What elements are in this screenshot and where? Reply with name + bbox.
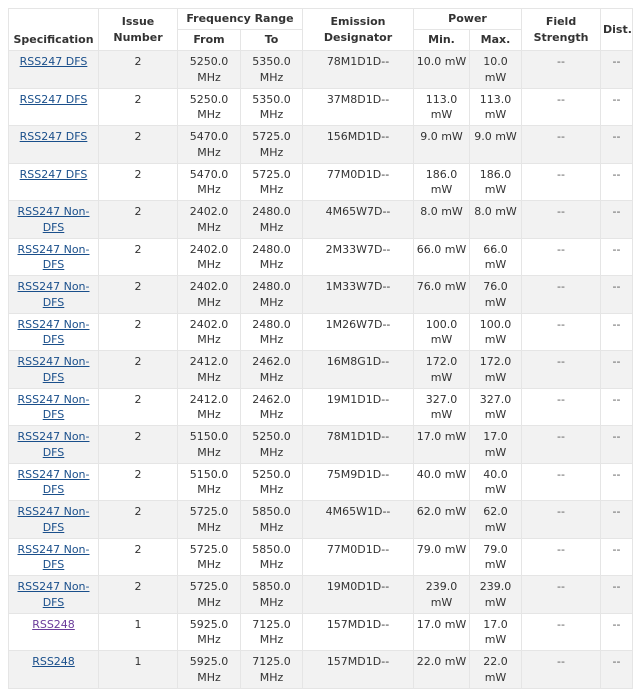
power-max-cell: 22.0 mW bbox=[470, 651, 522, 689]
frequency-to-cell: 5250.0 MHz bbox=[241, 463, 303, 501]
dist-cell: -- bbox=[601, 576, 633, 614]
emission-designator-cell: 37M8D1D-- bbox=[303, 88, 414, 126]
field-strength-cell: -- bbox=[522, 51, 601, 89]
emission-designator-cell: 78M1D1D-- bbox=[303, 51, 414, 89]
issue-number-cell: 2 bbox=[99, 388, 178, 426]
issue-number-cell: 2 bbox=[99, 88, 178, 126]
power-max-cell: 40.0 mW bbox=[470, 463, 522, 501]
field-strength-cell: -- bbox=[522, 501, 601, 539]
dist-cell: -- bbox=[601, 426, 633, 464]
field-strength-cell: -- bbox=[522, 238, 601, 276]
frequency-from-cell: 2402.0 MHz bbox=[178, 201, 241, 239]
specification-cell bbox=[9, 201, 99, 239]
power-min-cell: 9.0 mW bbox=[414, 126, 470, 164]
emission-designator-cell: 156MD1D-- bbox=[303, 126, 414, 164]
specification-cell bbox=[9, 238, 99, 276]
dist-cell: -- bbox=[601, 163, 633, 201]
dist-cell: -- bbox=[601, 538, 633, 576]
field-strength-cell: -- bbox=[522, 163, 601, 201]
field-strength-cell: -- bbox=[522, 88, 601, 126]
frequency-to-cell: 5350.0 MHz bbox=[241, 88, 303, 126]
dist-cell: -- bbox=[601, 351, 633, 389]
field-strength-cell: -- bbox=[522, 388, 601, 426]
issue-number-cell: 2 bbox=[99, 351, 178, 389]
table-row bbox=[9, 388, 633, 426]
field-strength-cell: -- bbox=[522, 313, 601, 351]
issue-number-cell: 2 bbox=[99, 126, 178, 164]
dist-cell: -- bbox=[601, 51, 633, 89]
power-min-cell: 100.0 mW bbox=[414, 313, 470, 351]
table-row bbox=[9, 88, 633, 126]
table-row bbox=[9, 651, 633, 689]
frequency-to-cell: 7125.0 MHz bbox=[241, 613, 303, 651]
specification-link[interactable]: RSS247 DFS bbox=[19, 130, 88, 143]
power-min-cell: 8.0 mW bbox=[414, 201, 470, 239]
emission-designator-cell: 4M65W7D-- bbox=[303, 201, 414, 239]
issue-number-cell: 2 bbox=[99, 576, 178, 614]
header-min[interactable]: Min. bbox=[414, 30, 470, 51]
issue-number-cell: 2 bbox=[99, 463, 178, 501]
issue-number-cell: 1 bbox=[99, 613, 178, 651]
emission-designator-cell: 1M26W7D-- bbox=[303, 313, 414, 351]
frequency-from-cell: 5725.0 MHz bbox=[178, 538, 241, 576]
specification-link[interactable]: RSS247 Non-DFS bbox=[17, 355, 90, 384]
specification-cell bbox=[9, 388, 99, 426]
power-max-cell: 172.0 mW bbox=[470, 351, 522, 389]
equipment-specs-table bbox=[8, 8, 633, 689]
specification-cell bbox=[9, 313, 99, 351]
dist-cell: -- bbox=[601, 238, 633, 276]
issue-number-cell: 2 bbox=[99, 238, 178, 276]
frequency-from-cell: 5150.0 MHz bbox=[178, 463, 241, 501]
issue-number-cell: 2 bbox=[99, 201, 178, 239]
power-max-cell: 186.0 mW bbox=[470, 163, 522, 201]
specification-cell bbox=[9, 613, 99, 651]
issue-number-cell: 2 bbox=[99, 501, 178, 539]
specification-link[interactable]: RSS247 Non-DFS bbox=[17, 317, 90, 346]
table-row bbox=[9, 51, 633, 89]
field-strength-cell: -- bbox=[522, 613, 601, 651]
dist-cell: -- bbox=[601, 651, 633, 689]
frequency-to-cell: 7125.0 MHz bbox=[241, 651, 303, 689]
power-max-cell: 113.0 mW bbox=[470, 88, 522, 126]
issue-number-cell: 2 bbox=[99, 538, 178, 576]
header-max[interactable]: Max. bbox=[470, 30, 522, 51]
power-max-cell: 100.0 mW bbox=[470, 313, 522, 351]
field-strength-cell: -- bbox=[522, 651, 601, 689]
emission-designator-cell: 1M33W7D-- bbox=[303, 276, 414, 314]
frequency-to-cell: 5350.0 MHz bbox=[241, 51, 303, 89]
header-issue-number[interactable]: Issue Number bbox=[99, 9, 178, 51]
specification-link[interactable]: RSS247 Non-DFS bbox=[17, 280, 90, 309]
specification-link[interactable]: RSS247 Non-DFS bbox=[17, 430, 90, 459]
specification-link[interactable]: RSS248 bbox=[32, 617, 75, 631]
frequency-from-cell: 2402.0 MHz bbox=[178, 313, 241, 351]
frequency-to-cell: 2462.0 MHz bbox=[241, 351, 303, 389]
frequency-from-cell: 5470.0 MHz bbox=[178, 163, 241, 201]
power-max-cell: 17.0 mW bbox=[470, 426, 522, 464]
emission-designator-cell: 157MD1D-- bbox=[303, 613, 414, 651]
field-strength-cell: -- bbox=[522, 276, 601, 314]
emission-designator-cell: 78M1D1D-- bbox=[303, 426, 414, 464]
power-min-cell: 22.0 mW bbox=[414, 651, 470, 689]
specification-link[interactable]: RSS247 Non-DFS bbox=[17, 505, 90, 534]
power-max-cell: 10.0 mW bbox=[470, 51, 522, 89]
power-min-cell: 79.0 mW bbox=[414, 538, 470, 576]
frequency-from-cell: 5925.0 MHz bbox=[178, 613, 241, 651]
specification-link[interactable]: RSS247 DFS bbox=[19, 55, 88, 68]
specification-cell bbox=[9, 126, 99, 164]
power-max-cell: 79.0 mW bbox=[470, 538, 522, 576]
field-strength-cell: -- bbox=[522, 426, 601, 464]
power-min-cell: 40.0 mW bbox=[414, 463, 470, 501]
emission-designator-cell: 2M33W7D-- bbox=[303, 238, 414, 276]
specification-link[interactable]: RSS247 Non-DFS bbox=[17, 580, 90, 609]
field-strength-cell: -- bbox=[522, 126, 601, 164]
frequency-to-cell: 5725.0 MHz bbox=[241, 163, 303, 201]
header-power: Power bbox=[414, 9, 522, 30]
frequency-to-cell: 5250.0 MHz bbox=[241, 426, 303, 464]
emission-designator-cell: 75M9D1D-- bbox=[303, 463, 414, 501]
specification-cell bbox=[9, 163, 99, 201]
issue-number-cell: 1 bbox=[99, 651, 178, 689]
power-min-cell: 62.0 mW bbox=[414, 501, 470, 539]
power-min-cell: 327.0 mW bbox=[414, 388, 470, 426]
field-strength-cell: -- bbox=[522, 351, 601, 389]
issue-number-cell: 2 bbox=[99, 51, 178, 89]
power-min-cell: 10.0 mW bbox=[414, 51, 470, 89]
dist-cell: -- bbox=[601, 201, 633, 239]
frequency-to-cell: 2462.0 MHz bbox=[241, 388, 303, 426]
frequency-from-cell: 5150.0 MHz bbox=[178, 426, 241, 464]
table-row bbox=[9, 163, 633, 201]
specification-cell bbox=[9, 501, 99, 539]
power-min-cell: 172.0 mW bbox=[414, 351, 470, 389]
specification-cell bbox=[9, 651, 99, 689]
field-strength-cell: -- bbox=[522, 576, 601, 614]
specification-link[interactable]: RSS247 Non-DFS bbox=[17, 542, 90, 571]
emission-designator-cell: 19M1D1D-- bbox=[303, 388, 414, 426]
frequency-from-cell: 5470.0 MHz bbox=[178, 126, 241, 164]
emission-designator-cell: 19M0D1D-- bbox=[303, 576, 414, 614]
dist-cell: -- bbox=[601, 501, 633, 539]
table-row bbox=[9, 463, 633, 501]
table-row bbox=[9, 313, 633, 351]
issue-number-cell: 2 bbox=[99, 313, 178, 351]
power-min-cell: 239.0 mW bbox=[414, 576, 470, 614]
table-row bbox=[9, 276, 633, 314]
frequency-from-cell: 2412.0 MHz bbox=[178, 388, 241, 426]
header-specification[interactable]: Specification bbox=[9, 9, 99, 51]
power-min-cell: 17.0 mW bbox=[414, 426, 470, 464]
specification-cell bbox=[9, 426, 99, 464]
header-from[interactable]: From bbox=[178, 30, 241, 51]
emission-designator-cell: 77M0D1D-- bbox=[303, 163, 414, 201]
specification-cell bbox=[9, 51, 99, 89]
table-header bbox=[9, 9, 633, 51]
field-strength-cell: -- bbox=[522, 538, 601, 576]
power-max-cell: 66.0 mW bbox=[470, 238, 522, 276]
power-max-cell: 327.0 mW bbox=[470, 388, 522, 426]
dist-cell: -- bbox=[601, 276, 633, 314]
issue-number-cell: 2 bbox=[99, 426, 178, 464]
power-max-cell: 8.0 mW bbox=[470, 201, 522, 239]
frequency-from-cell: 5725.0 MHz bbox=[178, 501, 241, 539]
emission-designator-cell: 16M8G1D-- bbox=[303, 351, 414, 389]
dist-cell: -- bbox=[601, 613, 633, 651]
specification-cell bbox=[9, 276, 99, 314]
emission-designator-cell: 77M0D1D-- bbox=[303, 538, 414, 576]
specification-cell bbox=[9, 576, 99, 614]
specification-link[interactable]: RSS248 bbox=[32, 655, 75, 668]
header-field-strength[interactable]: Field Strength bbox=[522, 9, 601, 51]
header-dist[interactable]: Dist. bbox=[601, 9, 633, 51]
power-min-cell: 113.0 mW bbox=[414, 88, 470, 126]
frequency-to-cell: 2480.0 MHz bbox=[241, 238, 303, 276]
specification-cell bbox=[9, 351, 99, 389]
power-max-cell: 17.0 mW bbox=[470, 613, 522, 651]
power-min-cell: 186.0 mW bbox=[414, 163, 470, 201]
power-max-cell: 239.0 mW bbox=[470, 576, 522, 614]
table-row bbox=[9, 201, 633, 239]
frequency-to-cell: 5850.0 MHz bbox=[241, 538, 303, 576]
power-min-cell: 66.0 mW bbox=[414, 238, 470, 276]
specification-link[interactable]: RSS247 Non-DFS bbox=[17, 242, 90, 271]
frequency-to-cell: 2480.0 MHz bbox=[241, 276, 303, 314]
specification-cell bbox=[9, 463, 99, 501]
table-row bbox=[9, 238, 633, 276]
dist-cell: -- bbox=[601, 88, 633, 126]
header-frequency-range: Frequency Range bbox=[178, 9, 303, 30]
frequency-from-cell: 5925.0 MHz bbox=[178, 651, 241, 689]
frequency-from-cell: 2402.0 MHz bbox=[178, 238, 241, 276]
power-max-cell: 9.0 mW bbox=[470, 126, 522, 164]
frequency-to-cell: 5850.0 MHz bbox=[241, 576, 303, 614]
specification-link[interactable]: RSS247 DFS bbox=[19, 167, 88, 181]
dist-cell: -- bbox=[601, 388, 633, 426]
frequency-to-cell: 2480.0 MHz bbox=[241, 201, 303, 239]
specification-link[interactable]: RSS247 Non-DFS bbox=[17, 205, 90, 234]
issue-number-cell: 2 bbox=[99, 276, 178, 314]
power-max-cell: 62.0 mW bbox=[470, 501, 522, 539]
dist-cell: -- bbox=[601, 126, 633, 164]
specification-link[interactable]: RSS247 Non-DFS bbox=[17, 392, 90, 421]
emission-designator-cell: 4M65W1D-- bbox=[303, 501, 414, 539]
field-strength-cell: -- bbox=[522, 463, 601, 501]
frequency-from-cell: 5250.0 MHz bbox=[178, 88, 241, 126]
table-row bbox=[9, 351, 633, 389]
issue-number-cell: 2 bbox=[99, 163, 178, 201]
table-row bbox=[9, 126, 633, 164]
frequency-from-cell: 2402.0 MHz bbox=[178, 276, 241, 314]
frequency-from-cell: 5725.0 MHz bbox=[178, 576, 241, 614]
frequency-to-cell: 2480.0 MHz bbox=[241, 313, 303, 351]
dist-cell: -- bbox=[601, 463, 633, 501]
frequency-from-cell: 5250.0 MHz bbox=[178, 51, 241, 89]
power-min-cell: 76.0 mW bbox=[414, 276, 470, 314]
table-body bbox=[9, 51, 633, 689]
table-row bbox=[9, 426, 633, 464]
table-row bbox=[9, 501, 633, 539]
dist-cell: -- bbox=[601, 313, 633, 351]
frequency-to-cell: 5725.0 MHz bbox=[241, 126, 303, 164]
header-emission-designator[interactable]: Emission Designator bbox=[303, 9, 414, 51]
frequency-from-cell: 2412.0 MHz bbox=[178, 351, 241, 389]
frequency-to-cell: 5850.0 MHz bbox=[241, 501, 303, 539]
field-strength-cell: -- bbox=[522, 201, 601, 239]
specification-cell bbox=[9, 538, 99, 576]
table-row bbox=[9, 613, 633, 651]
power-min-cell: 17.0 mW bbox=[414, 613, 470, 651]
specification-link[interactable]: RSS247 Non-DFS bbox=[17, 467, 90, 496]
specification-cell bbox=[9, 88, 99, 126]
table-row bbox=[9, 538, 633, 576]
specification-link[interactable]: RSS247 DFS bbox=[19, 92, 88, 106]
emission-designator-cell: 157MD1D-- bbox=[303, 651, 414, 689]
header-to[interactable]: To bbox=[241, 30, 303, 51]
power-max-cell: 76.0 mW bbox=[470, 276, 522, 314]
table-row bbox=[9, 576, 633, 614]
